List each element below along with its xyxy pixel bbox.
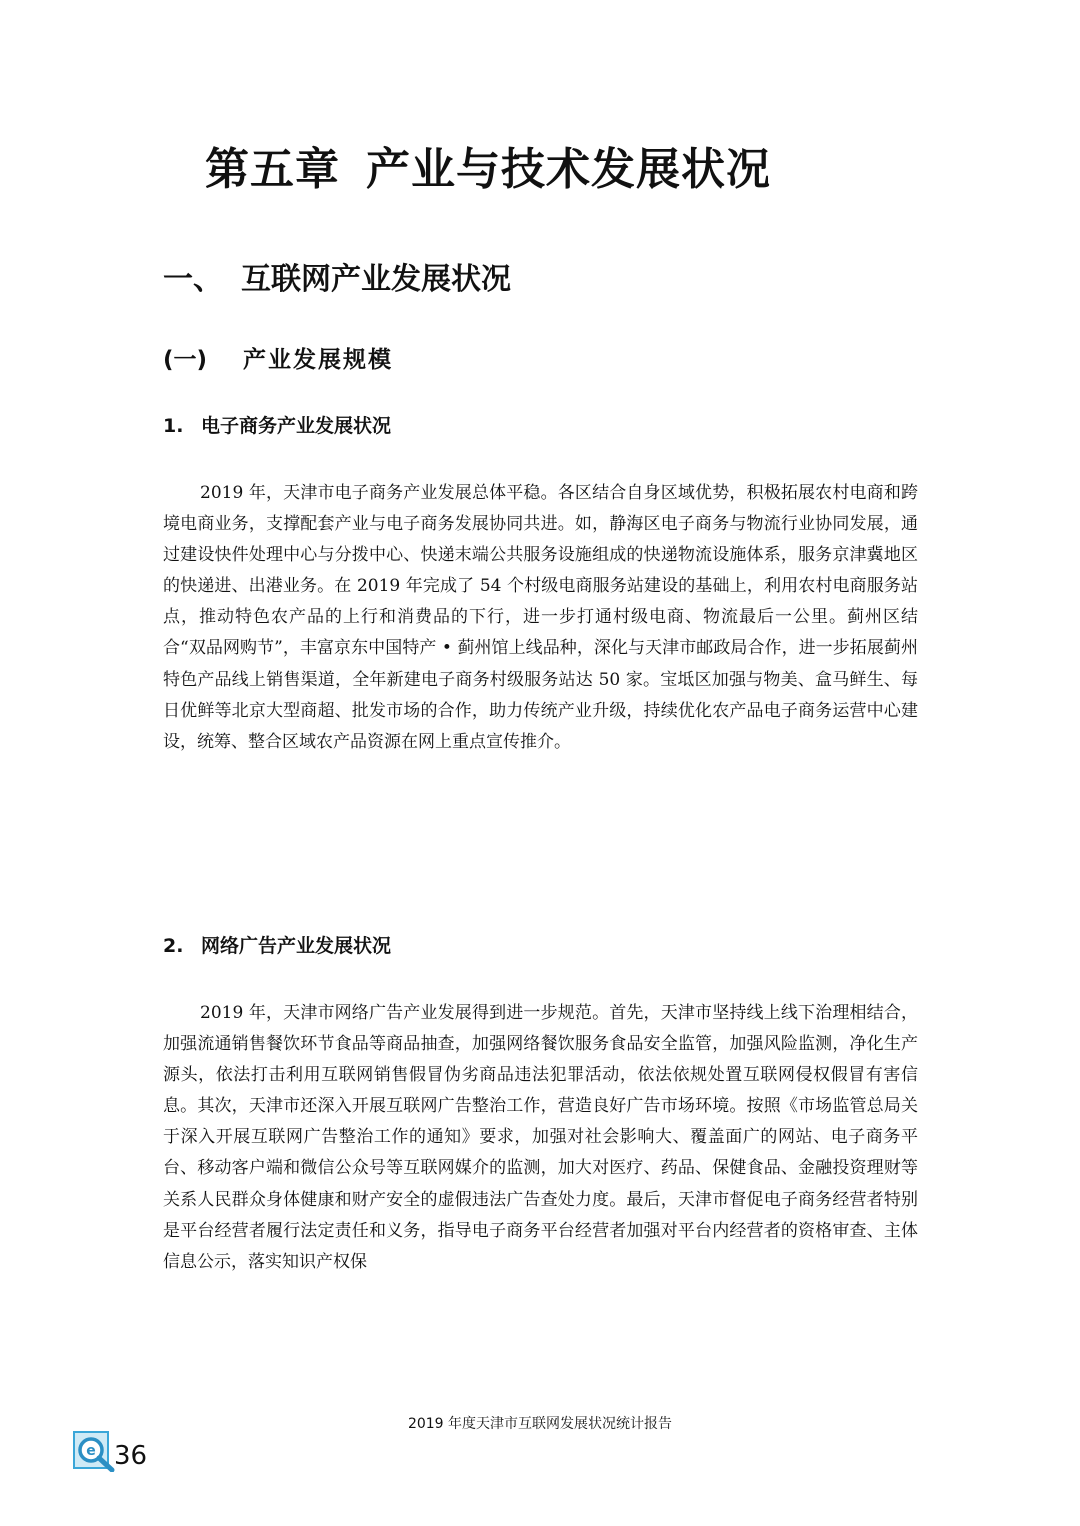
chapter-number: 第五章 — [205, 144, 340, 195]
paragraph-online-advertising: 2019 年，天津市网络广告产业发展得到进一步规范。首先，天津市坚持线上线下治理相结合，加强流通销售餐饮环节食品等商品抽查，加强网络餐饮服务食品安全监管，加强风险监测，净化生产源头，依法打击利用互联网销售假冒伪劣商品违法犯罪活动，依法依规处置互联网侵权假冒有害信息。其次，天津市还深入开展互联网广告整治工作，营造良好广告市场环境。按照《市场监管总局关于深入开展互联网广告整治工作的通知》要求，加强对社会影响大、覆盖面广的网站、电子商务平台、移动客户端和微信公众号等互联网媒介的监测，加大对医疗、药品、保健食品、金融投资理财等关系人民群众身体健康和财产安全的虚假违法广告查处力度。最后，天津市督促电子商务经营者特别是平台经营者履行法定责任和义务，指导电子商务平台经营者加强对平台内经营者的资格审查、主体信息公示，落实知识产权保 — [163, 1003, 918, 1272]
subsection-heading — [163, 340, 393, 380]
chapter-title — [205, 140, 771, 200]
chapter-title-text: 产业与技术发展状况 — [366, 144, 771, 195]
magnifier-e-logo-icon — [72, 1428, 116, 1472]
paragraph-ecommerce: 2019 年，天津市电子商务产业发展总体平稳。各区结合自身区域优势，积极拓展农村电商和跨境电商业务，支撑配套产业与电子商务发展协同共进。如，静海区电子商务与物流行业协同发展，通过建设快件处理中心与分拨中心、快递末端公共服务设施组成的快递物流设施体系，服务京津冀地区的快递进、出港业务。在 2019 年完成了 54 个村级电商服务站建设的基础上，利用农村电商服务站点，推动特色农产品的上行和消费品的下行，进一步打通村级电商、物流最后一公里。蓟州区结合“双品网购节”，丰富京东中国特产 • 蓟州馆上线品种，深化与天津市邮政局合作，进一步拓展蓟州特色产品线上销售渠道，全年新建电子商务村级服务站达 50 家。宝坻区加强与物美、盒马鲜生、每日优鲜等北京大型商超、批发市场的合作，助力传统产业升级，持续优化农产品电子商务运营中心建设，统筹、整合区域农产品资源在网上重点宣传推介。 — [163, 483, 919, 752]
subsection-title-text: 产业发展规模 — [243, 347, 393, 373]
section-number: 一、 — [163, 262, 223, 297]
footer-report-title: 2019 年度天津市互联网发展状况统计报告 — [407, 1416, 673, 1432]
section-heading — [163, 258, 511, 302]
item-title-text: 电子商务产业发展状况 — [201, 415, 392, 437]
item-number: 2. — [163, 935, 184, 957]
item-heading-online-advertising — [163, 930, 391, 962]
item-heading-ecommerce — [163, 410, 391, 442]
subsection-number: (一) — [163, 347, 208, 373]
section-title-text: 互联网产业发展状况 — [241, 262, 511, 297]
item-number: 1. — [163, 415, 184, 437]
page-number: 36 — [114, 1441, 148, 1471]
svg-text:e: e — [86, 1443, 96, 1459]
item-title-text: 网络广告产业发展状况 — [201, 935, 392, 957]
